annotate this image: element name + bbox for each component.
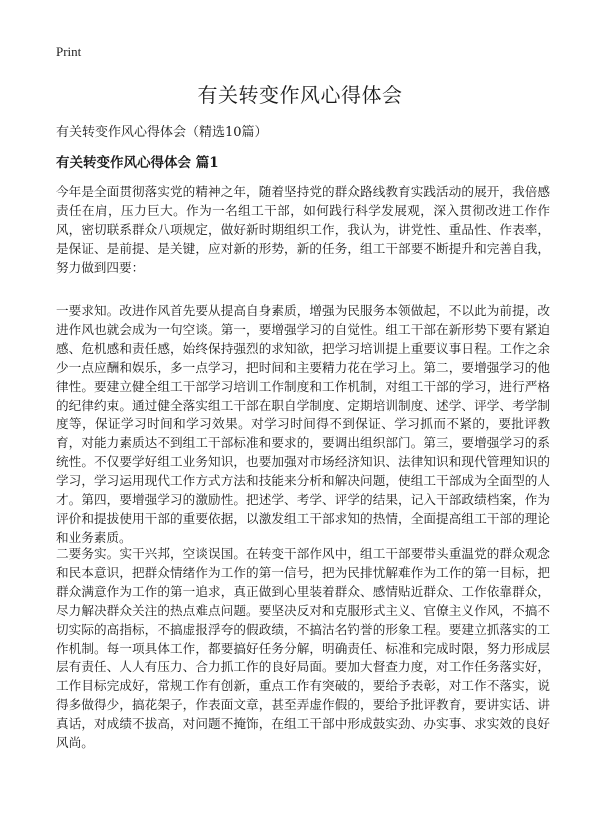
section-heading: 有关转变作风心得体会 篇1 xyxy=(56,155,219,171)
page-title: 有关转变作风心得体会 xyxy=(197,83,403,107)
paragraph-1: 今年是全面贯彻落实党的精神之年，随着坚持党的群众路线教育实践活动的展开，我倍感责任在肩，压力巨大。作为一名组工干部，如何践行科学发展观，深入贯彻改进工作作风，密切联系群众八项规定，做好新时期组织工作，我认为，讲党性、重品性、作表率，是保证、是前提、是关键，应对新的形势，新的任务，组工干部要不断提升和完善自我，努力做到四要： xyxy=(56,184,550,275)
document-subtitle: 有关转变作风心得体会（精选10篇） xyxy=(56,125,268,140)
paragraph-2: 一要求知。改进作风首先要从提高自身素质，增强为民服务本领做起，不以此为前提，改进作风也就会成为一句空谈。第一，要增强学习的自觉性。组工干部在新形势下要有紧迫感、危机感和责任感，始终保持强烈的求知欲，把学习培训提上重要议事日程。工作之余少一点应酬和娱乐，多一点学习，把时间和主要精力花在学习上。第二，要增强学习的他律性。要建立健全组工干部学习培训工作制度和工作机制，对组工干部的学习，进行严格的纪律约束。通过健全落实组工干部在职自学制度、定期培训制度、述学、评学、考学制度等，保证学习时间和学习效果。对学习时间得不到保证、学习抓而不紧的，要批评教育，对能力素质达不到组工干部标准和要求的，要调出组织部门。第三，要增强学习的系统性。不仅要学好组工业务知识，也要加强对市场经济知识、法律知识和现代管理知识的学习，学习运用现代工作方式方法和技能来分析和解决问题，使组工干部成为全面型的人才。第四，要增强学习的激励性。把述学、考学、评学的结果，记入干部政绩档案，作为评价和提拔使用干部的重要依据，以激发组工干部求知的热情，全面提高组工干部的理论和业务素质。 xyxy=(56,303,550,545)
print-link[interactable]: Print xyxy=(56,44,82,59)
paragraph-3: 二要务实。实干兴邦，空谈误国。在转变干部作风中，组工干部要带头重温党的群众观念和民本意识，把群众情绪作为工作的第一信号，把为民排忧解难作为工作的第一目标，把群众满意作为工作的第一追求，真正做到心里装着群众、感情贴近群众、工作依靠群众，尽力解决群众关注的热点难点问题。要坚决反对和克服形式主义、官僚主义作风，不搞不切实际的高指标，不搞虚报浮夸的假政绩，不搞沽名钓誉的形象工程。要建立抓落实的工作机制。每一项具体工作，都要搞好任务分解，明确责任、标准和完成时限，努力形成层层有责任、人人有压力、合力抓工作的良好局面。要加大督查力度，对工作任务落实好，工作目标完成好，常规工作有创新，重点工作有突破的，要给予表彰，对工作不落实，说得多做得少，搞花架子，作表面文章，甚至弄虚作假的，要给予批评教育，要讲实话、讲真话，对成绩不拔高，对问题不掩饰，在组工干部中形成鼓实劲、办实事、求实效的良好风尚。 xyxy=(56,546,550,751)
